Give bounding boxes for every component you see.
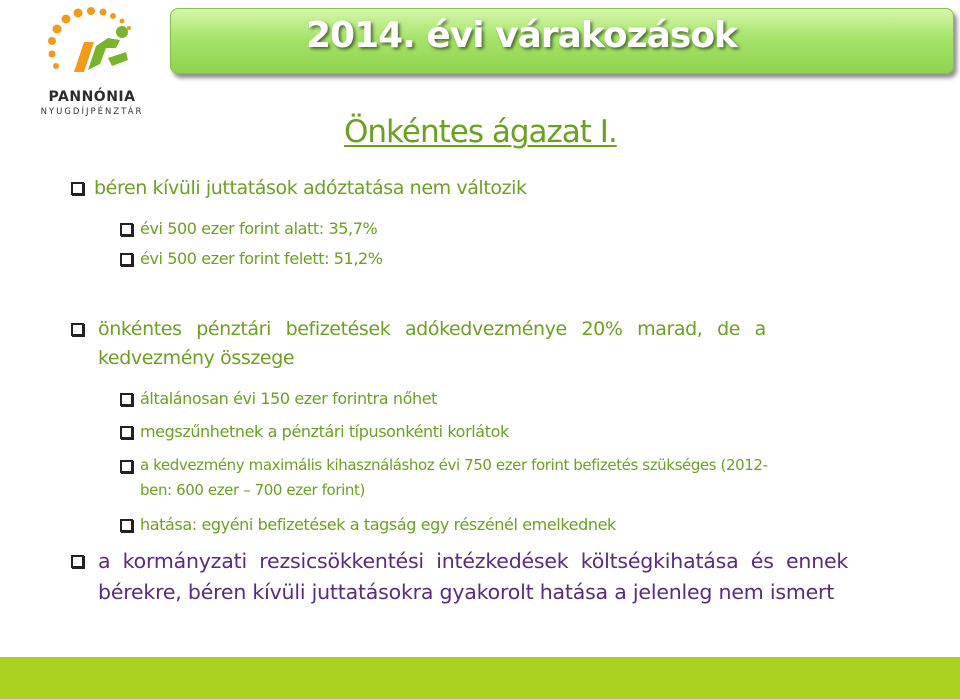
sub-bullet-item-continued (140, 481, 740, 503)
sub-bullet-item (120, 456, 910, 478)
bullet-text: hatása: egyéni befizetések a tagság egy részénél emelkednek (140, 515, 616, 534)
checkbox-bullet-icon (120, 519, 133, 532)
logo-name: PANNÓNIA (48, 89, 136, 105)
bullet-text: évi 500 ezer forint felett: 51,2% (140, 249, 383, 268)
footer-bar (0, 657, 960, 699)
bullet-item (71, 318, 901, 342)
bullet-text: a kormányzati rezsicsökkentési intézkedések költségkihatása és ennek (98, 549, 849, 573)
bullet-text: évi 500 ezer forint alatt: 35,7% (140, 219, 378, 238)
sub-bullet-item (120, 249, 820, 271)
bullet-item (71, 177, 871, 201)
page-title: 2014. évi várakozások (305, 15, 737, 56)
bullet-text: önkéntes pénztári befizetések adókedvezménye 20% marad, de a (98, 318, 766, 340)
checkbox-bullet-icon (120, 223, 133, 236)
checkbox-bullet-icon (120, 393, 133, 406)
title-banner (170, 8, 954, 74)
sub-bullet-item (120, 219, 820, 241)
pannonia-logo (36, 2, 148, 120)
checkbox-bullet-icon (120, 253, 133, 266)
checkbox-bullet-icon (120, 426, 133, 439)
bullet-item (71, 549, 901, 577)
sub-bullet-item (120, 389, 820, 411)
section-subtitle: Önkéntes ágazat I. (344, 114, 617, 150)
bullet-text: általánosan évi 150 ezer forintra nőhet (140, 389, 438, 408)
checkbox-bullet-icon (71, 555, 84, 568)
checkbox-bullet-icon (120, 460, 133, 473)
bullet-text: kedvezmény összege (98, 347, 295, 369)
bullet-text: ben: 600 ezer – 700 ezer forint) (140, 481, 365, 499)
bullet-text: béren kívüli juttatások adóztatása nem változik (94, 177, 527, 199)
logo-emblem-icon (36, 2, 148, 92)
bullet-text: a kedvezmény maximális kihasználáshoz évi 750 ezer forint befizetés szükséges (2012- (140, 456, 768, 474)
bullet-text: bérekre, béren kívüli juttatásokra gyakorolt hatása a jelenleg nem ismert (98, 580, 835, 604)
bullet-item-continued (98, 347, 698, 371)
checkbox-bullet-icon (71, 182, 84, 195)
bullet-item-continued (98, 580, 898, 608)
sub-bullet-item (120, 422, 820, 444)
sub-bullet-item (120, 515, 820, 537)
logo-subtitle: NYUGDÍJPÉNZTÁR (40, 107, 144, 117)
checkbox-bullet-icon (71, 323, 84, 336)
bullet-text: megszűnhetnek a pénztári típusonkénti korlátok (140, 422, 509, 441)
